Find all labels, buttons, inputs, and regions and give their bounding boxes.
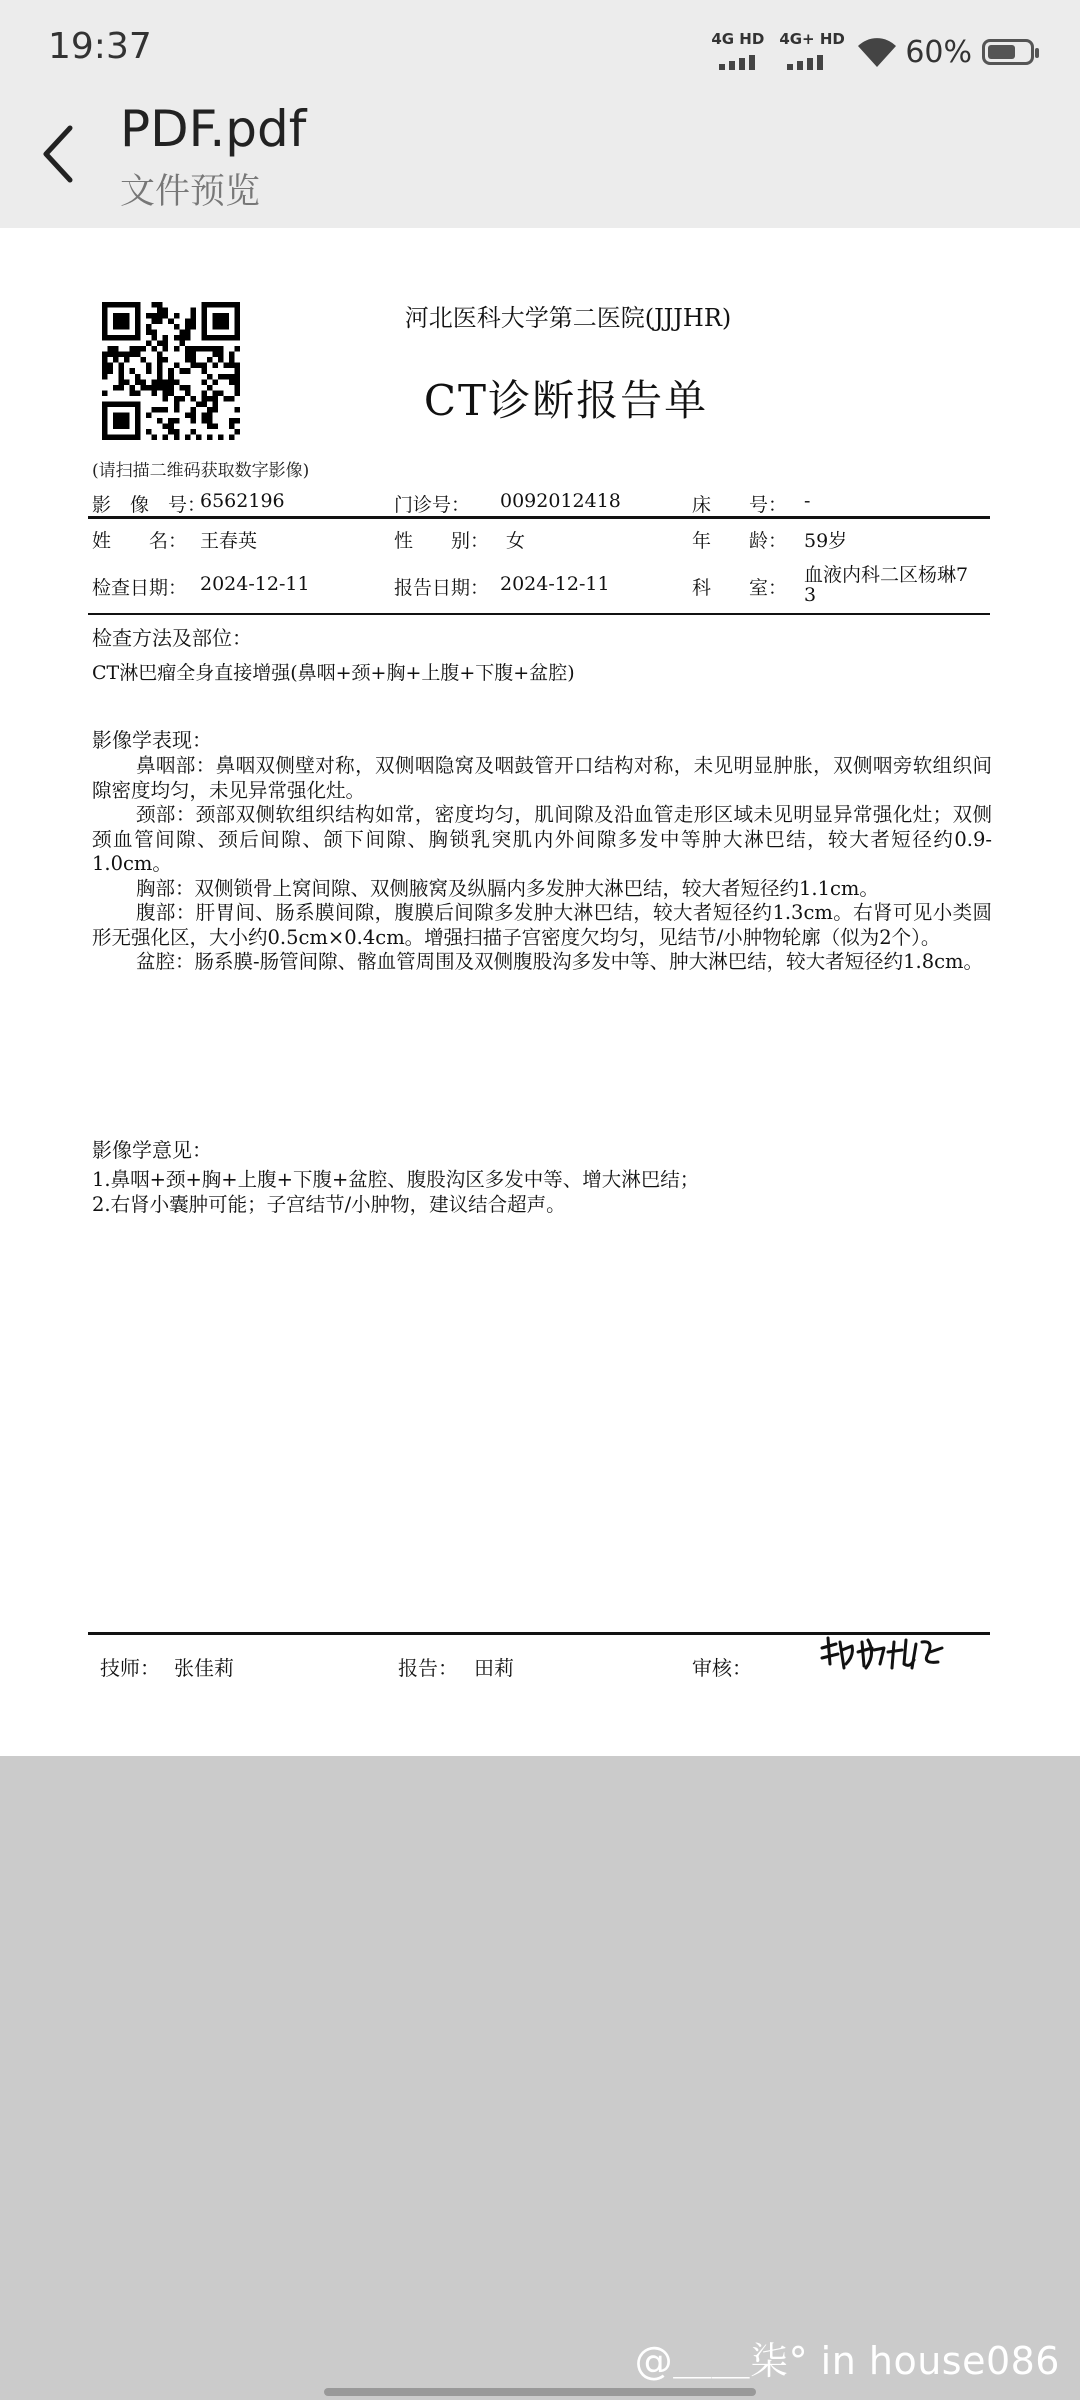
impression-item-1: 1.鼻咽+颈+胸+上腹+下腹+盆腔、腹股沟区多发中等、增大淋巴结； xyxy=(92,1168,700,1191)
file-title: PDF.pdf xyxy=(120,100,307,158)
finding-abdomen: 腹部：肝胃间、肠系膜间隙，腹膜后间隙多发肿大淋巴结，较大者短径约1.3cm。右肾可见小类圆形无强化区，大小约0.5cm×0.4cm。增强扫描子宫密度欠均匀，见结节/小肿物轮廓（似为2个）。 xyxy=(92,901,992,949)
image-no-label: 影 像 号： xyxy=(92,494,207,516)
impression-text xyxy=(92,1168,992,1217)
hospital-name: 河北医科大学第二医院(JJJHR) xyxy=(404,304,732,332)
exam-date-label: 检查日期： xyxy=(92,577,188,599)
finding-neck: 颈部：颈部双侧软组织结构如常，密度均匀，肌间隙及沿血管走形区域未见明显异常强化灶；双侧颈血管间隙、颈后间隙、颌下间隙、胸锁乳突肌内外间隙多发中等肿大淋巴结，较大者短径约0.9-1.0cm。 xyxy=(92,803,992,875)
impression-item-2: 2.右肾小囊肿可能；子宫结节/小肿物，建议结合超声。 xyxy=(92,1192,566,1216)
status-time: 19:37 xyxy=(48,26,152,67)
name-value: 王春英 xyxy=(200,530,258,552)
battery-percent: 60% xyxy=(905,34,972,70)
file-subtitle: 文件预览 xyxy=(120,172,261,212)
top-bar xyxy=(0,0,1080,228)
network-label-1: 4G HD xyxy=(711,30,765,48)
report-title: CT诊断报告单 xyxy=(423,376,709,425)
impression-label: 影像学意见： xyxy=(92,1138,212,1162)
wifi-icon xyxy=(855,35,899,69)
technician-name: 张佳莉 xyxy=(174,1656,234,1680)
signal-4g-icon xyxy=(711,30,769,74)
reviewer-label: 审核： xyxy=(692,1656,752,1680)
status-icons xyxy=(711,30,1034,74)
reviewer-signature xyxy=(818,1634,946,1678)
method-text: CT淋巴瘤全身直接增强(鼻咽+颈+胸+上腹+下腹+盆腔) xyxy=(92,662,575,684)
name-label: 姓 名： xyxy=(92,530,188,552)
reporter-name: 田莉 xyxy=(474,1656,514,1680)
battery-icon xyxy=(982,39,1034,65)
report-date-label: 报告日期： xyxy=(394,577,490,599)
reporter-label: 报告： xyxy=(398,1656,458,1680)
method-label: 检查方法及部位： xyxy=(92,626,252,650)
finding-pelvis: 盆腔：肠系膜-肠管间隙、髂血管周围及双侧腹股沟多发中等、肿大淋巴结，较大者短径约1.8cm。 xyxy=(136,950,984,973)
age-label: 年 龄： xyxy=(692,530,788,552)
findings-text xyxy=(92,754,992,975)
network-label-2: 4G+ HD xyxy=(779,30,845,48)
header-divider xyxy=(88,516,990,519)
dept-label: 科 室： xyxy=(692,577,788,599)
image-no-value: 6562196 xyxy=(200,490,285,512)
bed-label: 床 号： xyxy=(692,494,788,516)
dept-value-line1: 血液内科二区杨琳7 xyxy=(804,564,969,586)
home-indicator[interactable] xyxy=(324,2388,756,2396)
age-value: 59岁 xyxy=(804,530,848,552)
dept-value-line2: 3 xyxy=(804,584,817,606)
finding-chest: 胸部：双侧锁骨上窝间隙、双侧腋窝及纵膈内多发肿大淋巴结，较大者短径约1.1cm。 xyxy=(136,876,879,900)
findings-label: 影像学表现： xyxy=(92,728,212,752)
watermark: @＿＿柒° in house086 xyxy=(634,2339,1060,2383)
sex-label: 性 别： xyxy=(394,530,490,552)
signal-4g-plus-icon xyxy=(779,30,845,74)
technician-label: 技师： xyxy=(100,1656,160,1680)
clinic-no-value: 0092012418 xyxy=(500,490,621,512)
info-divider xyxy=(88,613,990,615)
bed-value: - xyxy=(804,490,811,512)
pdf-page[interactable] xyxy=(0,228,1080,1756)
back-arrow-icon[interactable] xyxy=(34,118,84,190)
sex-value: 女 xyxy=(506,530,526,552)
qr-note: (请扫描二维码获取数字影像) xyxy=(92,461,310,481)
exam-date-value: 2024-12-11 xyxy=(200,573,310,595)
report-date-value: 2024-12-11 xyxy=(500,573,610,595)
finding-nasopharynx: 鼻咽部：鼻咽双侧壁对称，双侧咽隐窝及咽鼓管开口结构对称，未见明显肿胀，双侧咽旁软组织间隙密度均匀，未见异常强化灶。 xyxy=(92,754,992,802)
clinic-no-label: 门诊号： xyxy=(394,494,471,516)
